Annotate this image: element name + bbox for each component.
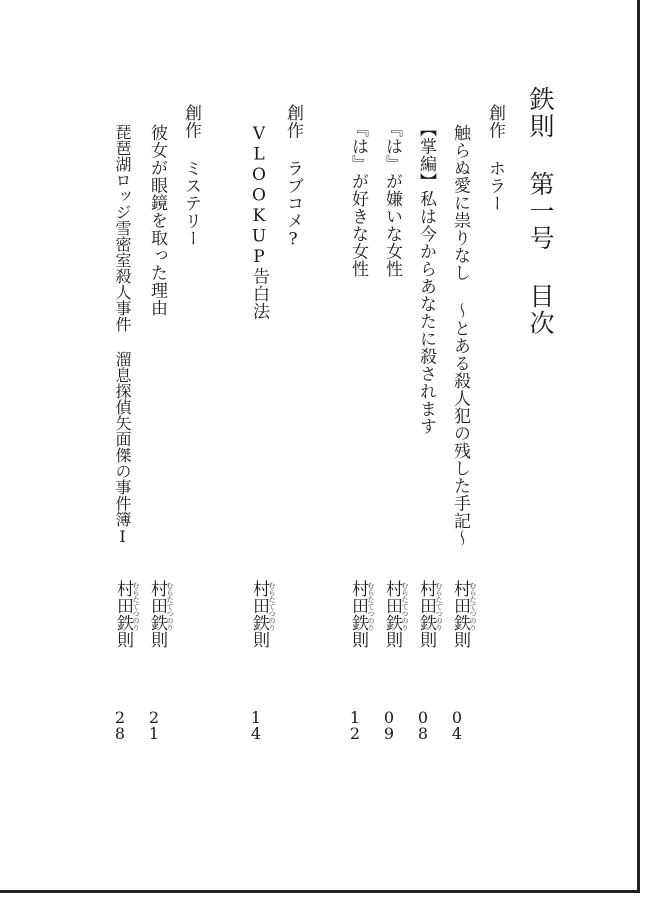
- page-number-ones: 8: [114, 724, 126, 743]
- author-ruby: むらたてつのり: [367, 582, 375, 631]
- author-ruby: むらたてつのり: [268, 582, 276, 631]
- toc-entry-author: 村田鉄則: [147, 580, 167, 648]
- genre-heading: 創作 ラブコメ?: [283, 104, 303, 250]
- toc-entry-title: 琵琶湖ロッジ雪密室殺人事件 溜息探偵矢面傑の事件簿Ⅰ: [113, 124, 132, 546]
- toc-entry-author: 村田鉄則: [450, 580, 470, 648]
- author-ruby: むらたてつのり: [435, 582, 443, 631]
- toc-entry-author: 村田鉄則: [416, 580, 436, 648]
- page-number-tens: 1: [250, 708, 262, 727]
- author-ruby: むらたてつのり: [166, 582, 174, 631]
- page-number-tens: 0: [383, 708, 395, 727]
- genre-heading: 創作 ミステリー: [181, 104, 201, 247]
- toc-entry-title: VLOOKUP告白法: [249, 124, 269, 320]
- page-number-ones: 9: [383, 724, 395, 743]
- page-title: 鉄則 第一号 目次: [526, 86, 555, 337]
- page-number-tens: 0: [417, 708, 429, 727]
- toc-entry-title: 『は』が好きな女性: [348, 120, 368, 278]
- toc-entry-title: 触らぬ愛に祟りなし ～とある殺人犯の残した手記～: [450, 124, 470, 547]
- toc-entry-author: 村田鉄則: [382, 580, 402, 648]
- page-number-ones: 2: [349, 724, 361, 743]
- page-number-tens: 0: [451, 708, 463, 727]
- toc-entry-author: 村田鉄則: [113, 580, 133, 648]
- page-number-tens: 1: [349, 708, 361, 727]
- author-ruby: むらたてつのり: [469, 582, 477, 631]
- page-number-ones: 4: [451, 724, 463, 743]
- page-number-ones: 1: [148, 724, 160, 743]
- toc-entry-author: 村田鉄則: [348, 580, 368, 648]
- genre-heading: 創作 ホラー: [485, 104, 505, 212]
- page-number-tens: 2: [114, 708, 126, 727]
- page-number-ones: 4: [250, 724, 262, 743]
- page-number-tens: 2: [148, 708, 160, 727]
- toc-entry-author: 村田鉄則: [249, 580, 269, 648]
- toc-entry-title: 【掌編】私は今からあなたに殺されます: [416, 120, 436, 435]
- toc-entry-title: 彼女が眼鏡を取った理由: [147, 124, 167, 317]
- author-ruby: むらたてつのり: [132, 582, 140, 631]
- author-ruby: むらたてつのり: [401, 582, 409, 631]
- toc-entry-title: 『は』が嫌いな女性: [382, 120, 402, 278]
- page-number-ones: 8: [417, 724, 429, 743]
